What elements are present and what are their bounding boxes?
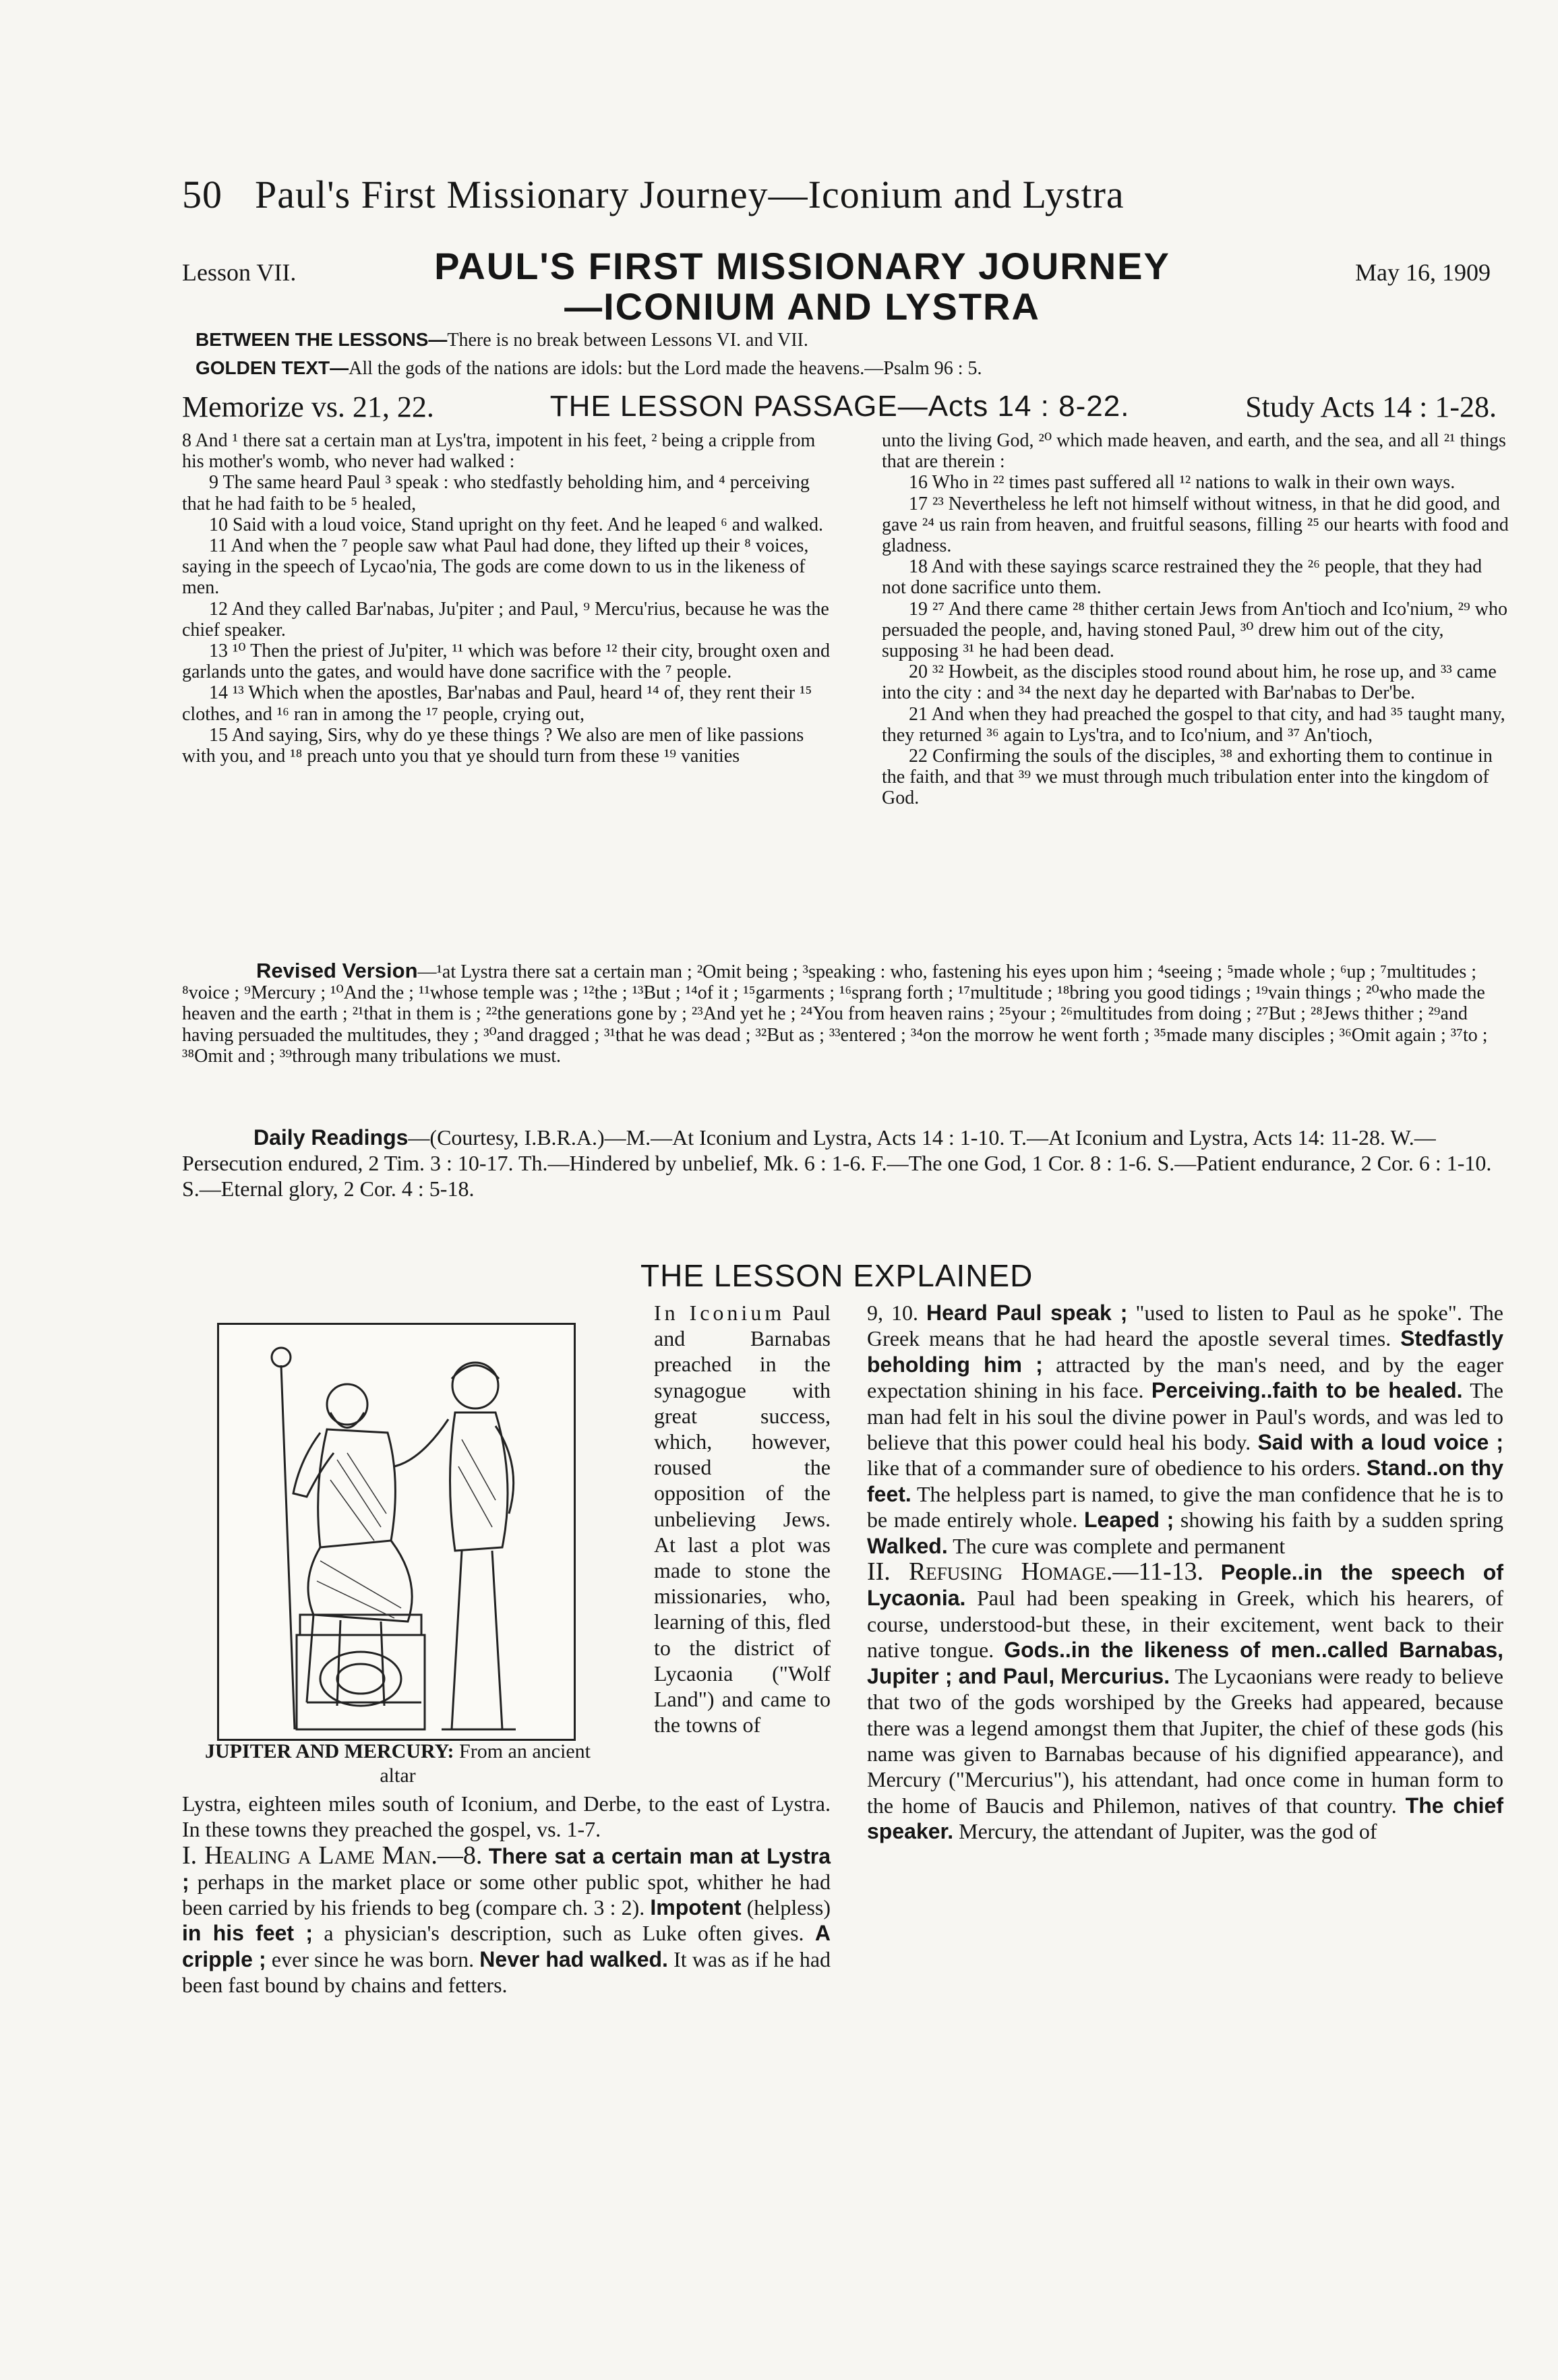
intro-narrow-column bbox=[654, 1300, 831, 1737]
between-lessons-text: There is no break between Lessons VI. and VII. bbox=[447, 330, 808, 351]
gloss: a physician's description, such as Luke often gives. bbox=[313, 1921, 804, 1946]
lesson-date: May 16, 1909 bbox=[1355, 259, 1491, 286]
verse: 19 ²⁷ And there came ²⁸ thither certain Jews from An'tioch and Ico'nium, ²⁹ who persuaded the people, and, having stoned Paul, ³⁰ drew him out of the city, supposing ³¹ he had been dead. bbox=[882, 598, 1508, 662]
verse: 12 And they called Bar'nabas, Ju'piter ; and Paul, ⁹ Mercu'rius, because he was the chief speaker. bbox=[182, 598, 829, 641]
verse: 15 And saying, Sirs, why do ye these things ? We also are men of like passions with you, and ¹⁸ preach unto you that ye should turn from these ¹⁹ vanities bbox=[182, 724, 804, 767]
revised-version-text: —¹at Lystra there sat a certain man ; ²Omit being ; ³speaking : who, fastening his eyes upon him ; ⁴seeing ; ⁵made whole ; ⁶up ; ⁷multitudes ; ⁸voice ; ⁹Mercury ; ¹⁰And the ; ¹¹whose temple was ; ¹²the ; ¹³But ; ¹⁴of it ; ¹⁵garments ; ¹⁶sprang forth ; ¹⁷multitude ; ¹⁸bring you good tidings ; ¹⁹vain things ; ²⁰who made the heaven and the earth ; ²¹that in them is ; ²²the generations gone by ; ²³And yet he ; ²⁴You from heaven rains ; ²⁵your ; ²⁶multitudes from doing ; ²⁷But ; ²⁸Jews thither ; ²⁹and having persuaded the multitudes, they ; ³⁰and dragged ; ³¹that he was dead ; ³²But as ; ³³entered ; ³⁴on the morrow he went forth ; ³⁵made many disciples ; ³⁶Omit again ; ³⁷to ; ³⁸Omit and ; ³⁹through many tribulations we must. bbox=[182, 961, 1488, 1067]
running-head bbox=[182, 172, 1125, 217]
verse: 9 The same heard Paul ³ speak : who stedfastly beholding him, and ⁴ perceiving that he had faith to be ⁵ healed, bbox=[182, 472, 810, 514]
verse: 22 Confirming the souls of the disciples, ³⁸ and exhorting them to continue in the faith, and that ³⁹ we must through much tribulation enter into the kingdom of God. bbox=[882, 746, 1493, 809]
page-number: 50 bbox=[182, 173, 222, 216]
revised-version-label: Revised Version bbox=[256, 959, 418, 982]
gloss: showing his faith by a sudden spring bbox=[1174, 1508, 1503, 1533]
caption-text: From an ancient altar bbox=[380, 1740, 591, 1787]
term: Impotent bbox=[650, 1895, 742, 1920]
intro-first-word: In Iconium bbox=[654, 1301, 785, 1325]
jupiter-mercury-illustration bbox=[217, 1323, 576, 1741]
study-reference: Study Acts 14 : 1-28. bbox=[1245, 390, 1497, 423]
title-line-1: PAUL'S FIRST MISSIONARY JOURNEY bbox=[434, 245, 1170, 287]
term: Gods..in the likeness of men..called Barnabas, Jupiter ; and Paul, Mercurius. bbox=[867, 1638, 1504, 1688]
verse: 10 Said with a loud voice, Stand upright on thy feet. And he leaped ⁶ and walked. bbox=[209, 514, 824, 535]
daily-readings-label: Daily Readings bbox=[253, 1125, 409, 1150]
gloss: It was as if he had been fast bound by chains and fetters. bbox=[182, 1946, 831, 1998]
verse: 21 And when they had preached the gospel to that city, and had ³⁵ taught many, they returned ³⁶ again to Lys'tra, and to Ico'nium, and ³⁷ An'tioch, bbox=[882, 703, 1505, 746]
gloss: The helpless part is named, to give the man confidence that he is to be made entirely whole. bbox=[867, 1481, 1503, 1533]
gloss: like that of a commander sure of obedience to his orders. bbox=[867, 1456, 1361, 1481]
passage-heading: THE LESSON PASSAGE—Acts 14 : 8-22. bbox=[549, 390, 1130, 423]
term: Stedfastly beholding him ; bbox=[867, 1326, 1504, 1377]
term: Perceiving..faith to be healed. bbox=[1151, 1378, 1463, 1403]
lesson-explained-heading: THE LESSON EXPLAINED bbox=[640, 1258, 1033, 1293]
gloss: "used to listen to Paul as he spoke". The Greek means that he had heard the apostle several times. bbox=[867, 1301, 1504, 1351]
golden-text-body: All the gods of the nations are idols: but the Lord made the heavens.—Psalm 96 : 5. bbox=[349, 358, 982, 379]
verses-left-column bbox=[182, 430, 835, 767]
verse: 17 ²³ Nevertheless he left not himself without witness, in that he did good, and gave ²⁴ us rain from heaven, and fruitful seasons, filling ²⁵ our hearts with food and gladness. bbox=[882, 493, 1509, 557]
term: The chief speaker. bbox=[867, 1793, 1504, 1844]
intro-text: Paul and Barnabas preached in the synagogue with great success, which, however, roused the opposition of the unbelieving Jews. At last a plot was made to stone the missionaries, who, learning of this, fled to the district of Lycaonia ("Wolf Land") and came to the towns of bbox=[654, 1301, 831, 1737]
term: Heard Paul speak ; bbox=[926, 1301, 1128, 1325]
term: in his feet ; bbox=[182, 1921, 313, 1946]
running-title: Paul's First Missionary Journey—Iconium and Lystra bbox=[255, 173, 1125, 216]
lesson-title bbox=[378, 246, 1227, 327]
lesson-number: Lesson VII. bbox=[182, 259, 297, 286]
daily-readings-text: —(Courtesy, I.B.R.A.)—M.—At Iconium and Lystra, Acts 14 : 1-10. T.—At Iconium and Lystra, Acts 14: 11-28. W.—Persecution endured, 2 Tim. 3 : 10-17. Th.—Hindered by unbelief, Mk. 6 : 1-6. F.—The one God, 1 Cor. 8 : 1-6. S.—Patient endurance, 2 Cor. 6 : 1-10. S.—Eternal glory, 2 Cor. 4 : 5-18. bbox=[182, 1125, 1492, 1201]
verse: 13 ¹⁰ Then the priest of Ju'piter, ¹¹ which was before ¹² their city, brought oxen and garlands unto the gates, and would have done sacrifice with the ⁷ people. bbox=[182, 641, 831, 683]
title-line-2: —ICONIUM AND LYSTRA bbox=[564, 285, 1040, 328]
section-1-heading: I. Healing a Lame Man.—8. bbox=[182, 1841, 483, 1870]
explained-right-column bbox=[867, 1300, 1503, 1845]
gloss: The man had felt in his soul the divine power in Paul's words, and was led to believe that this power could heal his body. bbox=[867, 1378, 1504, 1455]
section-2-heading: II. Refusing Homage.—11-13. bbox=[867, 1557, 1204, 1586]
verses-9-10-paragraph bbox=[867, 1300, 1503, 1559]
gloss: perhaps in the market place or some other public spot, whither he had been carried by his friends to beg (compare ch. 3 : 2). bbox=[182, 1869, 831, 1920]
term: Walked. bbox=[867, 1533, 948, 1558]
term: People..in the speech of Lycaonia. bbox=[867, 1560, 1503, 1611]
term: Leaped ; bbox=[1084, 1508, 1174, 1533]
verses-right-column bbox=[882, 430, 1509, 809]
gloss: Mercury, the attendant of Jupiter, was the god of bbox=[953, 1819, 1377, 1844]
term: There sat a certain man at Lystra ; bbox=[182, 1843, 831, 1894]
altar-engraving-icon bbox=[219, 1325, 574, 1739]
verse: unto the living God, ²⁰ which made heaven, and earth, and the sea, and all ²¹ things that are therein : bbox=[882, 430, 1506, 473]
gloss: The cure was complete and permanent bbox=[947, 1533, 1286, 1558]
term: A cripple ; bbox=[182, 1921, 831, 1971]
daily-readings bbox=[182, 1125, 1503, 1201]
section-1-paragraph bbox=[182, 1843, 831, 1998]
verse: 18 And with these sayings scarce restrained they the ²⁶ people, that they had not done sacrifice unto them. bbox=[882, 556, 1482, 599]
gloss: (helpless) bbox=[741, 1895, 831, 1920]
verse: 14 ¹³ Which when the apostles, Bar'nabas and Paul, heard ¹⁴ of, they rent their ¹⁵ clothes, and ¹⁶ ran in among the ¹⁷ people, crying out, bbox=[182, 682, 812, 725]
between-lessons-label: BETWEEN THE LESSONS— bbox=[196, 329, 448, 350]
verse: 20 ³² Howbeit, as the disciples stood round about him, he rose up, and ³³ came into the city : and ³⁴ the next day he departed with Bar'nabas to Der'be. bbox=[882, 661, 1497, 704]
between-lessons bbox=[196, 329, 808, 351]
gloss: Paul had been speaking in Greek, which his hearers, of course, understood-but these, in their excitement, went back to their native tongue. bbox=[867, 1586, 1503, 1663]
term: Said with a loud voice ; bbox=[1257, 1430, 1504, 1455]
verse: 8 And ¹ there sat a certain man at Lys'tra, impotent in his feet, ² being a cripple from his mother's womb, who never had walked : bbox=[182, 430, 816, 473]
verse-reference: 9, 10. bbox=[867, 1301, 919, 1325]
verse: 11 And when the ⁷ people saw what Paul had done, they lifted up their ⁸ voices, saying in the speech of Lycao'nia, The gods are come down to us in the likeness of men. bbox=[182, 535, 809, 599]
revised-version bbox=[182, 960, 1503, 1067]
figure-caption bbox=[196, 1739, 600, 1788]
gloss: ever since he was born. bbox=[266, 1946, 475, 1971]
caption-label: JUPITER AND MERCURY: bbox=[205, 1740, 454, 1762]
passage-bar bbox=[182, 390, 1497, 424]
term: Stand..on thy feet. bbox=[867, 1456, 1504, 1506]
section-2-paragraph bbox=[867, 1559, 1503, 1844]
verse: 16 Who in ²² times past suffered all ¹² nations to walk in their own ways. bbox=[909, 472, 1456, 494]
intro-continued: Lystra, eighteen miles south of Iconium, and Derbe, to the east of Lystra. In these towns they preached the gospel, vs. 1-7. bbox=[182, 1791, 831, 1842]
explained-left-column bbox=[182, 1791, 831, 1998]
intro-paragraph bbox=[654, 1300, 831, 1737]
memorize: Memorize vs. 21, 22. bbox=[182, 390, 434, 423]
golden-text bbox=[196, 357, 982, 380]
term: Never had walked. bbox=[479, 1946, 668, 1971]
gloss: attracted by the man's need, and by the eager expectation shining in his face. bbox=[867, 1352, 1504, 1403]
gloss: The Lycaonians were ready to believe that two of the gods worshiped by the Greeks had appeared, because there was a legend amongst them that Jupiter, the chief of these gods (his name was given to Barnabas because of his dignified appearance), and Mercury ("Mercurius"), his attendant, had once come in human form to the home of Baucis and Philemon, natives of that country. bbox=[867, 1663, 1504, 1818]
golden-text-label: GOLDEN TEXT— bbox=[196, 357, 349, 378]
